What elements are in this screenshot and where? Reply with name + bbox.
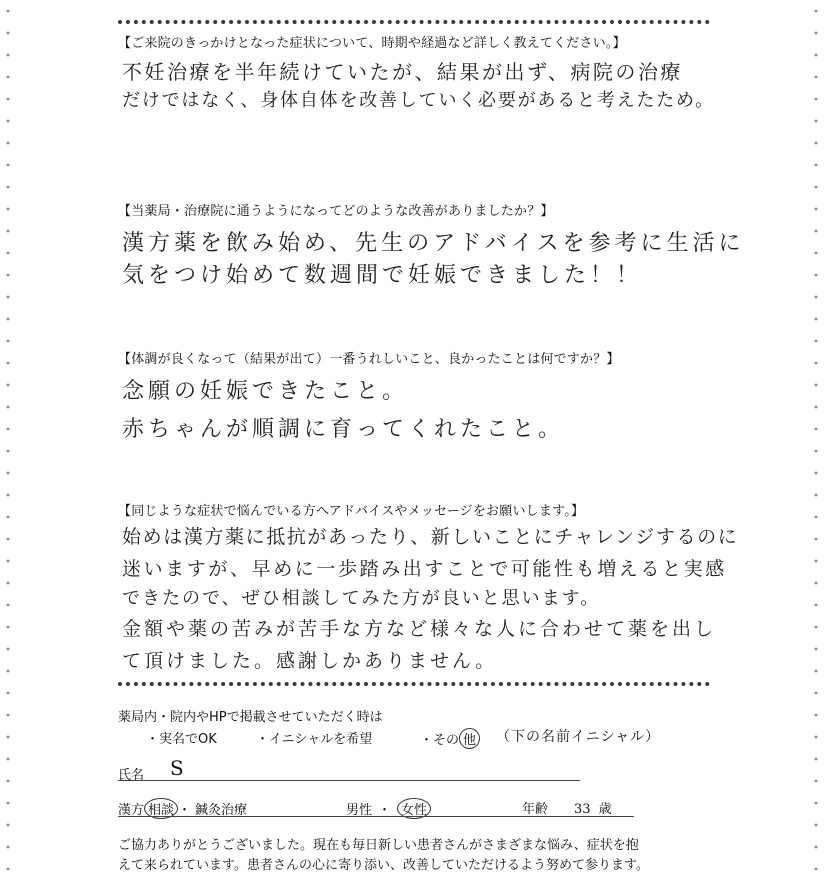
publish-option-initial: ・イニシャルを希望 [256,732,373,747]
question-4-answer-line-3: できたので、ぜひ相談してみた方が良いと思います。 [122,588,601,609]
name-underline [118,780,580,781]
footer-line-2: えて来られています。患者さんの心に寄り添い、改善していただけるよう努めて参ります。 [118,858,649,873]
publish-option-other-prefix: ・その [420,733,460,748]
age-unit: 歳 [598,802,612,817]
dotted-divider [118,20,710,24]
publish-other-note: （下の名前イニシャル） [496,729,661,745]
age-value: 33 [574,802,591,817]
name-label: 氏名 [118,768,145,783]
info-underline [118,816,634,817]
gender-female-circled: 女性 [397,798,431,819]
category-shinkyu: 鍼灸治療 [195,803,248,818]
publish-option-other-circled: 他 [459,728,480,749]
footer-line-1: ご協力ありがとうございました。現在も毎日新しい患者さんがさまざまな悩み、症状を抱 [118,838,639,853]
gender-male: 男性 [346,803,373,818]
left-scan-edge [6,0,10,880]
name-value: S [170,756,184,780]
question-4-answer-line-2: 迷いますが、早めに一歩踏み出すことで可能性も増えると実感 [122,558,727,580]
publish-heading: 薬局内・院内やHPで掲載させていただく時は [118,710,383,725]
dotted-divider [118,682,710,686]
question-4-answer-line-1: 始めは漢方薬に抵抗があったり、新しいことにチャレンジするのに [122,526,739,548]
question-2-heading: 【当薬局・治療院に通うようになってどのような改善がありましたか？】 [118,204,554,219]
question-4-answer-line-4: 金額や薬の苦みが苦手な方など様々な人に合わせて薬を出し [122,618,717,640]
category-kanpo-prefix: 漢方 [118,803,145,818]
question-2-answer-line-2: 気をつけ始めて数週間で妊娠できました！！ [122,263,643,288]
question-3-heading: 【体調が良くなって（結果が出て）一番うれしいこと、良かったことは何ですか？】 [118,352,620,367]
question-1-answer-line-2: だけではなく、身体自体を改善していく必要があると考えたため。 [122,90,715,111]
right-scan-edge [814,0,818,880]
question-3-answer-line-1: 念願の妊娠できたこと。 [122,379,409,404]
publish-option-real-name: ・実名でOK [146,732,217,747]
gender-separator: ・ [378,803,392,818]
age-field [522,798,612,817]
question-2-answer-line-1: 漢方薬を飲み始め、先生のアドバイスを参考に生活に [122,231,745,256]
question-1-answer-line-1: 不妊治療を半年続けていたが、結果が出ず、病院の治療 [122,60,683,84]
question-4-answer-line-5: て頂けました。感謝しかありません。 [122,650,498,672]
question-4-heading: 【同じような症状で悩んでいる方へアドバイスやメッセージをお願いします。】 [118,504,585,519]
publish-option-other [420,728,480,749]
category-separator: ・ [178,803,192,818]
category-kanpo-circled: 相談 [144,798,178,819]
age-label: 年齢 [522,802,549,817]
question-1-heading: 【ご来院のきっかけとなった症状について、時期や経過など詳しく教えてください。】 [118,36,626,51]
question-3-answer-line-2: 赤ちゃんが順調に育ってくれたこと。 [122,417,565,442]
